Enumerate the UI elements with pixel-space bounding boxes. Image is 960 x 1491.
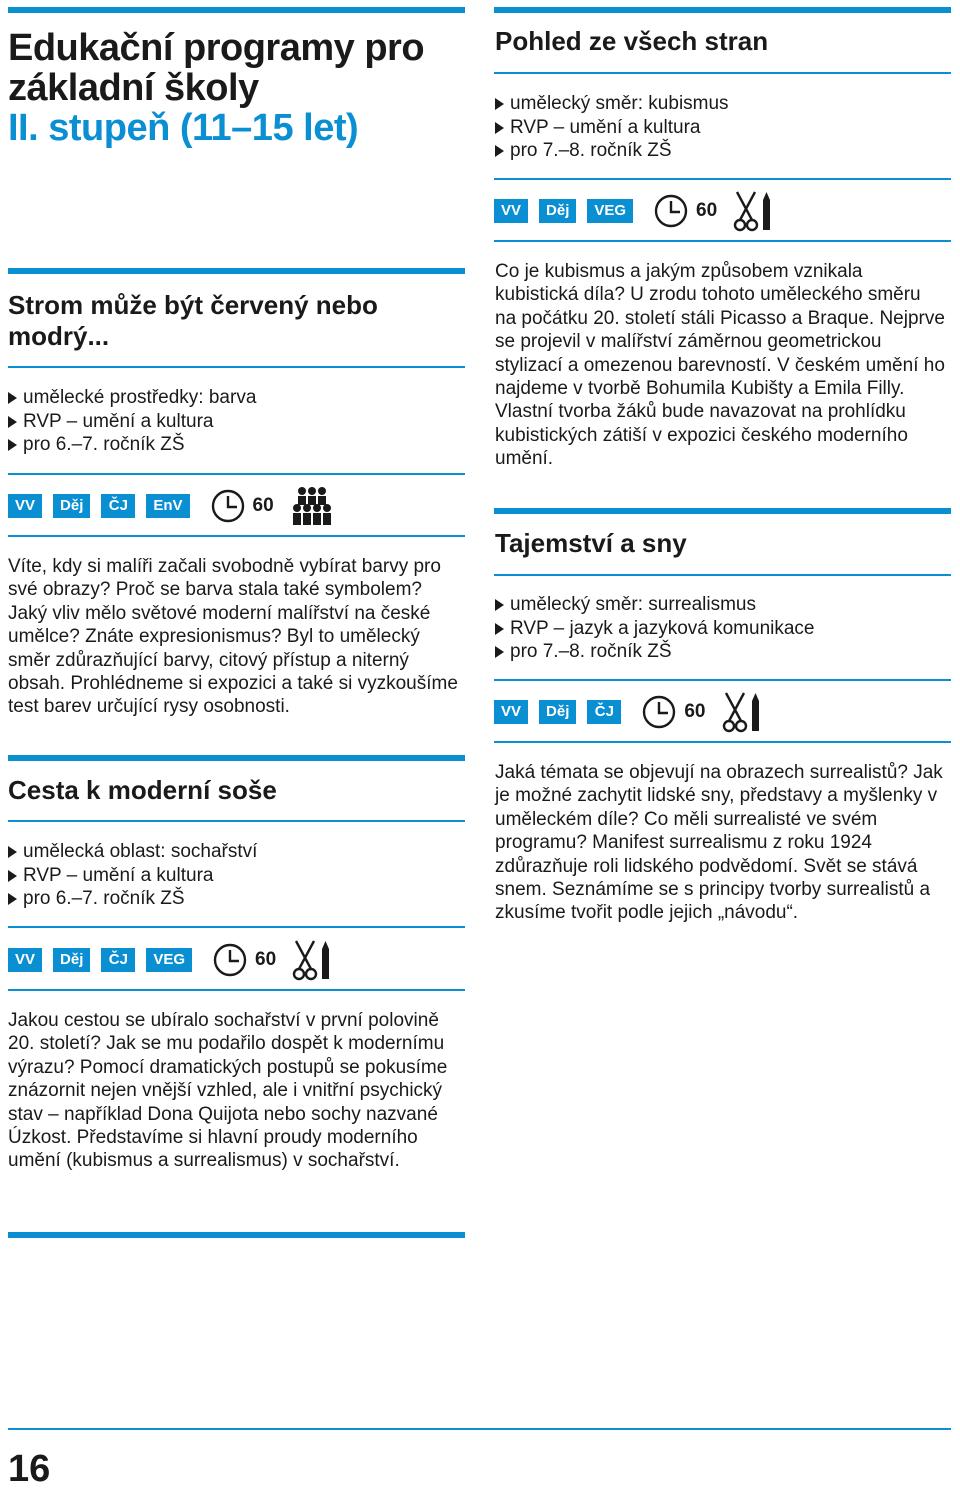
group-people-icon (290, 485, 332, 527)
rule-thin (494, 72, 951, 74)
bullet-item: umělecké prostředky: barva (8, 386, 464, 410)
program-description: Jaká témata se objevují na obrazech surrealistů? Jak je možné zachytit lidské sny, představy a myšlenky v uměleckém díle? Co měli surrealisté ve svém programu? Manifest surrealismu z roku 1924 zdůrazňuje roli lidského podvědomí. Svět se stává snem. Seznámíme se s principy tvorby surrealistů a zkusíme tvořit podle jejich „návodu“. (495, 762, 943, 924)
rule-thick (8, 755, 465, 761)
subject-tag: EnV (146, 494, 189, 518)
clock-icon (213, 943, 247, 977)
rule-thick (494, 508, 951, 514)
subject-tag: Děj (53, 948, 90, 972)
bullet-item: pro 7.–8. ročník ZŠ (495, 640, 951, 664)
program-description: Jakou cestou se ubíralo sochařství v první polovině 20. století? Jak se mu podařilo dospět k modernímu výrazu? Pomocí dramatických postupů se pokusíme znázornit nejen vnější vzhled, ale i vnitřní psychický stav – například Dona Quijota nebo sochy nazvané Úzkost. Představíme si hlavní proudy moderního umění (kubismus a surrealismus) v sochařství. (8, 1010, 448, 1172)
bullet-item: umělecký směr: surrealismus (495, 593, 951, 617)
rule-thin (494, 240, 951, 242)
program-title: Pohled ze všech stran (495, 26, 769, 56)
subject-tag: VV (8, 948, 42, 972)
program-meta (8, 486, 332, 526)
bullet-item: pro 6.–7. ročník ZŠ (8, 433, 464, 457)
subject-tag: ČJ (101, 948, 135, 972)
bullet-item: pro 6.–7. ročník ZŠ (8, 887, 464, 911)
program-title: Cesta k moderní soše (8, 775, 277, 805)
rule-thin (8, 989, 465, 991)
rule-thick (8, 1232, 465, 1238)
subject-tag: ČJ (101, 494, 135, 518)
program-meta (494, 692, 764, 732)
program-title: Strom může být červený nebo modrý... (8, 290, 378, 351)
program-description: Víte, kdy si malíři začali svobodně vybírat barvy pro své obrazy? Proč se barva stala také symbolem? Jaký vliv mělo světové moderní malířství na české umělce? Znáte expresionismus? Byl to umělecký směr zdůrazňující barvy, citový přístup a niterný obsah. Prohlédneme si expozici a také si vyzkoušíme test barev určující rysy osobnosti. (8, 556, 458, 718)
duration: 60 (696, 200, 718, 221)
subject-tag: VV (8, 494, 42, 518)
clock-icon (211, 489, 245, 523)
footer-rule (8, 1428, 951, 1430)
program-title: Tajemství a sny (495, 528, 687, 558)
rule-thick (494, 7, 951, 13)
bullet-item: umělecká oblast: sochařství (8, 840, 464, 864)
page-title: Edukační programy pro základní školy II. stupeň (11–15 let) (8, 27, 425, 149)
subject-tag: VV (494, 199, 528, 223)
clock-icon (642, 695, 676, 729)
program-meta (8, 940, 334, 980)
duration: 60 (255, 949, 277, 970)
duration: 60 (252, 495, 274, 516)
subject-tag: VEG (587, 199, 633, 223)
program-bullets (495, 593, 951, 664)
subject-tag: Děj (53, 494, 90, 518)
program-description: Co je kubismus a jakým způsobem vznikala kubistická díla? U zrodu tohoto uměleckého směru na počátku 20. století stáli Picasso a Braque. Nejprve se projevil v malířství záměrnou geometrickou stylizací a omezenou barevností. V českém umění ho najdeme v tvorbě Bohumila Kubišty a Emila Filly. Vlastní tvorba žáků bude navazovat na prohlídku kubistických zátiší v expozici českého moderního umění. (495, 261, 945, 470)
bullet-item: RVP – jazyk a jazyková komunikace (495, 617, 951, 641)
rule-thick (8, 268, 465, 274)
scissors-pencil-icon (733, 190, 775, 232)
scissors-pencil-icon (722, 691, 764, 733)
bullet-item: RVP – umění a kultura (8, 864, 464, 888)
rule-thick (8, 7, 465, 13)
subject-tag: Děj (539, 199, 576, 223)
program-bullets (8, 840, 464, 911)
rule-thin (8, 366, 465, 368)
subject-tag: Děj (539, 700, 576, 724)
subject-tag: ČJ (587, 700, 621, 724)
rule-thin (8, 473, 465, 475)
rule-thin (8, 820, 465, 822)
bullet-item: pro 7.–8. ročník ZŠ (495, 139, 951, 163)
rule-thin (8, 535, 465, 537)
clock-icon (654, 194, 688, 228)
page-number: 16 (8, 1448, 51, 1490)
subject-tag: VEG (146, 948, 192, 972)
scissors-pencil-icon (292, 939, 334, 981)
rule-thin (494, 741, 951, 743)
program-bullets (495, 92, 951, 163)
bullet-item: RVP – umění a kultura (495, 116, 951, 140)
rule-thin (8, 926, 465, 928)
program-meta (494, 191, 775, 231)
bullet-item: umělecký směr: kubismus (495, 92, 951, 116)
duration: 60 (684, 701, 706, 722)
bullet-item: RVP – umění a kultura (8, 410, 464, 434)
rule-thin (494, 178, 951, 180)
rule-thin (494, 679, 951, 681)
program-bullets (8, 386, 464, 457)
rule-thin (494, 574, 951, 576)
subject-tag: VV (494, 700, 528, 724)
